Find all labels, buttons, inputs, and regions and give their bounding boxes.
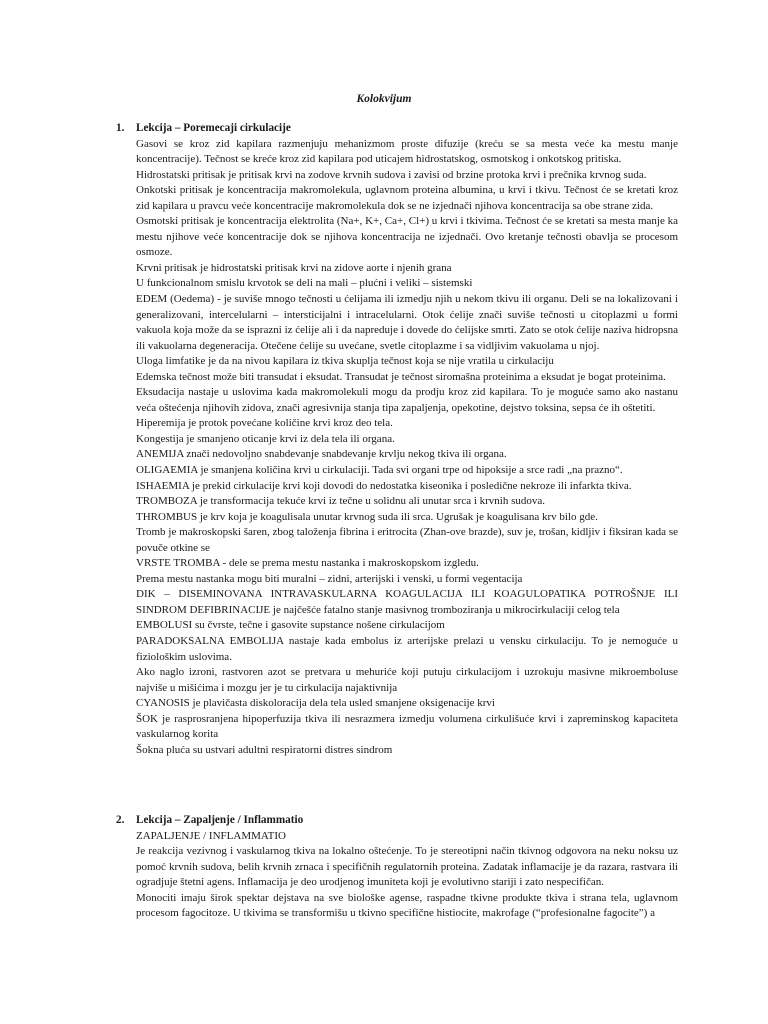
paragraph: ZAPALJENJE / INFLAMMATIO [136,829,286,842]
paragraph: PARADOKSALNA EMBOLIJA nastaje kada embolus iz arterijske prelazi u vensku cirkulaciju. To je nemoguće u fiziološkim uslovima. [136,635,678,663]
paragraph: Hidrostatski pritisak je pritisak krvi na zodove krvnih sudova i zavisi od brzine protoka krvi i prečnika krvnog suda. [136,168,647,181]
paragraph: VRSTE TROMBA - dele se prema mestu nastanka i makroskopskom izgledu. [136,557,479,570]
paragraph: Prema mestu nastanka mogu biti muralni – zidni, arterijski i venski, u formi vegentacija [136,572,523,585]
section-2 [116,813,678,922]
paragraph: EDEM (Oedema) - je suviše mnogo tečnosti u ćelijama ili izmedju njih u nekom tkivu ili organu. Deli se na lokalizovani i generalizovani, intercelularni – intersticijalni i intracelularni. Otok ćelije znači suviše tečnosti u citoplazmi u formi vakuola koja može da se isprazni iz ćelije ali i da napreduje i dovede do ćelijske smrti. Zato se otok ćelije naziva hidropsna ili vakuolarna degeneracija. Otečene ćelije su uvećane, svetle citoplazme i sa vidljivim vakuolama u njoj. [136,292,678,352]
paragraph: Ako naglo izroni, rastvoren azot se pretvara u mehuriće koji putuju cirkulacijom i uzrokuju masivne mikroemboluse najviše u mišićima i mozgu jer je tu cirkulacija najaktivnija [136,666,678,694]
section-title: Lekcija – Zapaljenje / Inflammatio [136,814,304,826]
paragraph: Monociti imaju širok spektar dejstava na sve biološke agense, raspadne tkivne produkte tkiva i strana tela, uglavnom procesom fagocitoze. U tkivima se transformišu u tkivno specifične histiocite, makrofage (“profesionalne fagocite”) a [136,891,678,920]
paragraph: ISHAEMIA je prekid cirkulacije krvi koji dovodi do nedostatka kiseonika i posledične nekroze ili infarkta tkiva. [136,479,632,492]
paragraph: Hiperemija je protok povećane količine krvi kroz deo tela. [136,417,393,430]
section-1 [116,121,678,758]
section-heading [116,813,678,829]
paragraph: Tromb je makroskopski šaren, zbog taloženja fibrina i eritrocita (Zhan-ove brazde), suv je, trošan, kidljiv i fiksiran kada se povuče otkine se [136,526,678,554]
paragraph: EMBOLUSI su čvrste, tečne i gasovite supstance nošene cirkulacijom [136,619,445,632]
paragraph: OLIGAEMIA je smanjena količina krvi u cirkulaciji. Tada svi organi trpe od hipoksije a srce radi „na prazno“. [136,463,623,476]
paragraph: Eksudacija nastaje u uslovima kada makromolekuli mogu da prodju kroz zid kapilara. To je moguće samo ako nastanu veća oštećenja njihovih zidova, znači agresivnija stanja tipa zapaljenja, opekotine, dejstvo toksina, sepsa će ih oštetiti. [136,386,678,414]
paragraph: ŠOK je rasprosranjena hipoperfuzija tkiva ili nesrazmera izmedju volumena cirkulišuće krvi i zapreminskog kapaciteta vaskularnog korita [136,712,678,741]
paragraph: U funkcionalnom smislu krvotok se deli na mali – plućni i veliki – sistemski [136,277,473,290]
paragraph: Osmotski pritisak je koncentracija elektrolita (Na+, K+, Ca+, Cl+) u krvi i tkivima. Tečnost će se kretati sa mesta manje ka mestu njihove veće koncentracije dok se njihova koncentracija ne izjednači. Ovo kretanje tečnosti obavlja se procesom osmoze. [136,215,678,259]
paragraph: Edemska tečnost može biti transudat i eksudat. Transudat je tečnost siromašna proteinima a eksudat je bogat proteinima. [136,370,666,383]
section-body [116,137,678,759]
paragraph: ANEMIJA znači nedovoljno snabdevanje snabdevanje krvlju nekog tkiva ili organa. [136,448,507,461]
section-heading [116,121,678,137]
section-number: 2. [116,814,125,826]
paragraph: Šokna pluća su ustvari adultni respiratorni distres sindrom [136,743,393,756]
paragraph: CYANOSIS je plavičasta diskoloracija dela tela usled smanjene oksigenacije krvi [136,697,495,710]
paragraph: TROMBOZA je transformacija tekuće krvi iz tečne u solidnu ali unutar srca i krvnih sudova. [136,495,546,508]
paragraph: Uloga limfatike je da na nivou kapilara iz tkiva skuplja tečnost koja se nije vratila u cirkulaciju [136,355,554,368]
paragraph: Je reakcija vezivnog i vaskularnog tkiva na lokalno oštećenje. To je stereotipni način tkivnog odgovora na neku noksu uz pomoć krvnih sudova, belih krvnih zrnaca i specifičnih regulatornih proteina. Zadatak inflamacije je da razara, rastvara ili ogradjuje štetni agens. Inflamacija je deo urodjenog imuniteta koji je evolutivno stariji i zato nespecifičan. [136,845,678,889]
paragraph: THROMBUS je krv koja je koagulisala unutar krvnog suda ili srca. Ugrušak je koagulisana krv bilo gde. [136,510,598,523]
paragraph: Krvni pritisak je hidrostatski pritisak krvi na zidove aorte i njenih grana [136,261,452,274]
section-number: 1. [116,122,125,134]
paragraph: DIK – DISEMINOVANA INTRAVASKULARNA KOAGULACIJA ILI KOAGULOPATIKA POTROŠNJE ILI SINDROM DEFIBRINACIJE je najčešće fatalno stanje masivnog tromboziranja u mikrocirkulaciji celog tela [136,588,678,616]
section-body [116,829,678,922]
paragraph: Gasovi se kroz zid kapilara razmenjuju mehanizmom proste difuzije (kreću se sa mesta veće ka mestu manje koncentracije). Tečnost se kreće kroz zid kapilara pod uticajem hidrostatskog, osmotskog i onkotskog pritiska. [136,137,678,166]
document-title: Kolokvijum [356,93,412,105]
paragraph: Kongestija je smanjeno oticanje krvi iz dela tela ili organa. [136,432,395,445]
section-title: Lekcija – Poremecaji cirkulacije [136,122,291,134]
paragraph: Onkotski pritisak je koncentracija makromolekula, uglavnom proteina albumina, u krvi i tkivu. Tečnost će se kretati kroz zid kapilara u pravcu veće koncentracije makromolekula dok se ne izjednači njihova koncentracija sa obe strane zida. [136,184,678,212]
